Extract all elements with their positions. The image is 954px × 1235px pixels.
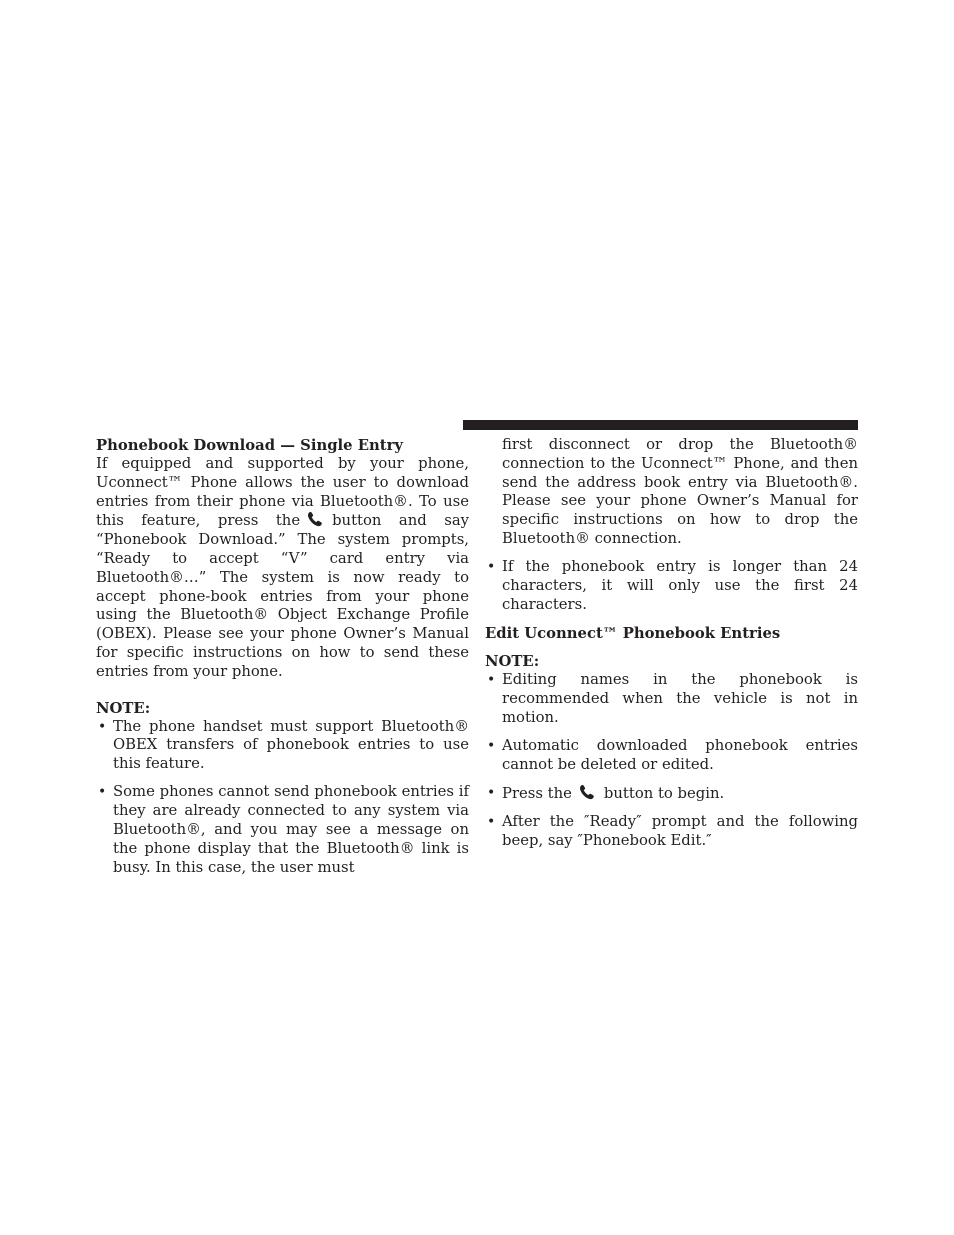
note-label: NOTE: (96, 699, 151, 717)
phone-handset-icon (578, 784, 598, 800)
list-item: • The phone handset must support Bluetooth® OBEX transfers of phonebook entries to use this feature. (98, 717, 469, 773)
right-note-list (485, 671, 858, 851)
left-column (96, 436, 469, 887)
phone-handset-icon (306, 511, 326, 527)
list-item: • If the phonebook entry is longer than 24 characters, it will only use the first 24 characters. (487, 558, 858, 613)
download-instructions-paragraph (96, 455, 469, 682)
bullet-continuation: first disconnect or drop the Bluetooth® connection to the Uconnect™ Phone, and then send the address book entry via Bluetooth®. Please see your phone Owner’s Manual for specific instructions on how to drop the Bluetooth® connection. (502, 436, 858, 547)
right-column (485, 436, 858, 861)
list-item: • Automatic downloaded phonebook entries cannot be deleted or edited. (487, 737, 858, 773)
list-item: • After the ″Ready″ prompt and the following beep, say ″Phonebook Edit.″ (487, 813, 858, 850)
list-item: • Press the button to begin. (487, 785, 725, 803)
download-instructions-part-1: If equipped and supported by your phone, Uconnect™ Phone allows the user to download entries from their phone via Bluetooth®. To use this feature, press the (96, 455, 469, 530)
download-instructions-part-2: button and say “Phonebook Download.” The system prompts, “Ready to accept “V” card entry via Bluetooth®…” The system is now ready to accept phone-book entries from your phone using the Bluetooth® Object Exchange Profile (OBEX). Please see your phone Owner’s Manual for specific instructions on how to send these entries from your phone. (96, 512, 469, 680)
right-top-list (485, 558, 858, 614)
left-note-list (96, 718, 469, 878)
section-divider-bar (463, 420, 858, 430)
list-item: • Editing names in the phonebook is recommended when the vehicle is not in motion. (487, 671, 858, 726)
list-item: • Some phones cannot send phonebook entries if they are already connected to any system via Bluetooth®, and you may see a message on the phone display that the Bluetooth® link is busy. In this case, the user must (98, 783, 469, 876)
note-label: NOTE: (485, 653, 540, 671)
section-heading-edit-entries: Edit Uconnect™ Phonebook Entries (485, 625, 781, 643)
section-heading-phonebook-download: Phonebook Download — Single Entry (96, 437, 403, 454)
